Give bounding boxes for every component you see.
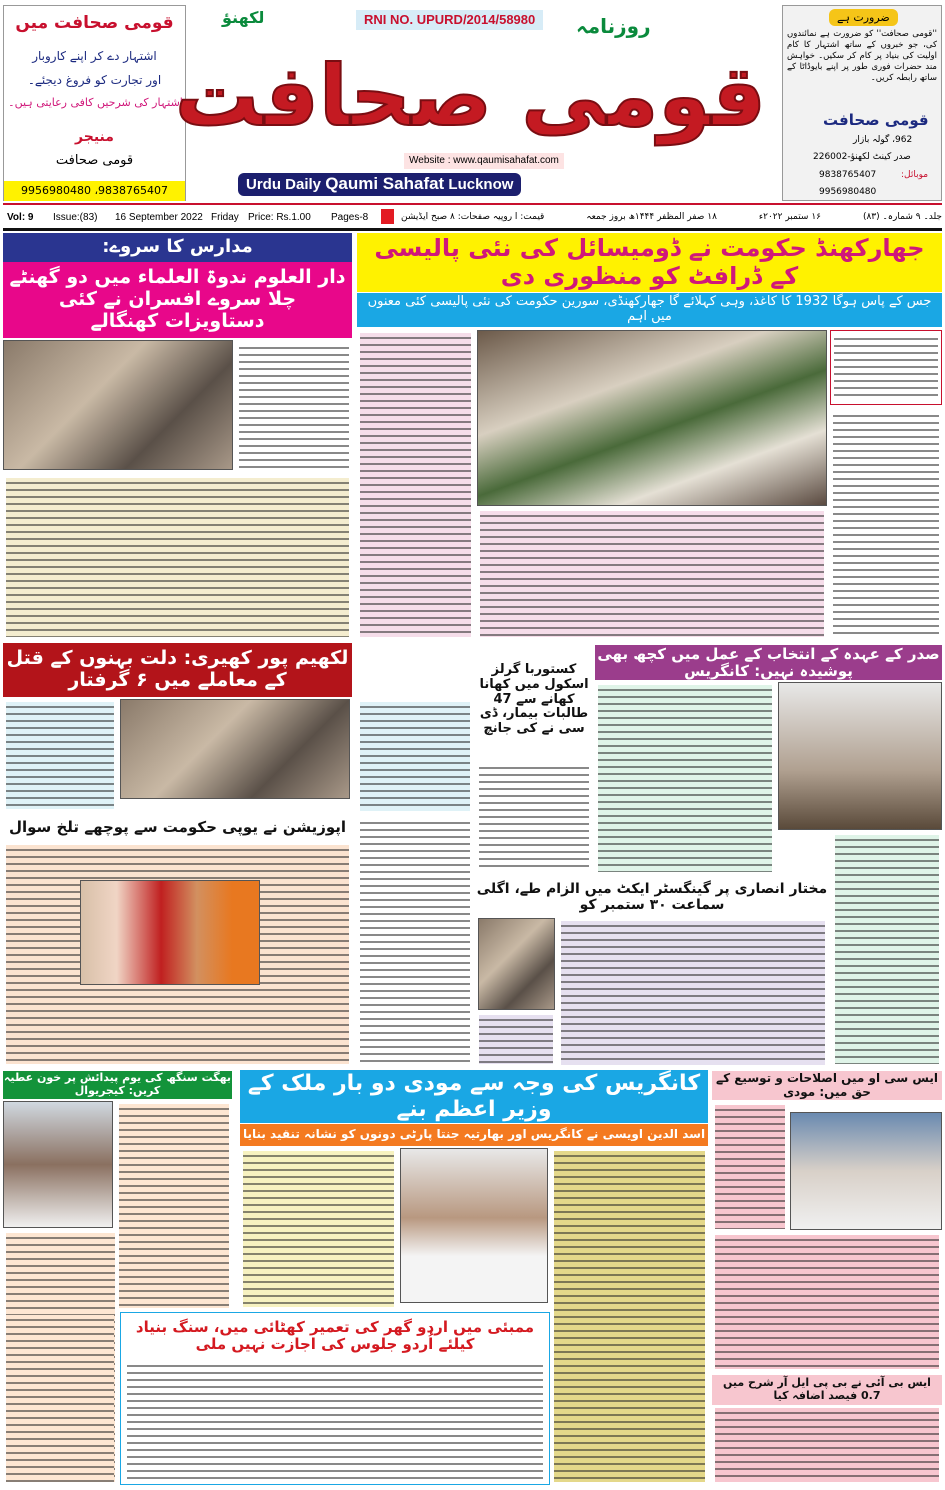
issue: Issue:(83) (53, 212, 98, 223)
urdu-volume: جلد۔ ۹ شمارہ۔ (۸۳) (862, 211, 942, 222)
right-ad-address1: 962، گولہ بازار (853, 135, 913, 145)
urdu-price: قیمت: ا روپیہ صفحات: ۸ صبح ایڈیشن (401, 211, 545, 222)
right-ad-phone2: 9956980480 (819, 187, 877, 197)
left-ad-manager: منیجر (75, 129, 114, 145)
english-title-name: Qaumi Sahafat (325, 174, 445, 193)
madaris-story-text-lower (3, 475, 352, 640)
price: Price: Rs.1.00 (248, 212, 311, 223)
rni-number: RNI NO. UPURD/2014/58980 (356, 10, 543, 30)
left-ad-line1: اشتہار دے کر اپنے کاروبار (32, 49, 157, 63)
kejriwal-text (116, 1101, 232, 1311)
owaisi-text-right (551, 1148, 708, 1485)
kejriwal-photo (3, 1101, 113, 1228)
kejriwal-headline: بھگت سنگھ کی یوم پیدائش پر خون عطیہ کریں: کیجریوال (3, 1071, 231, 1097)
left-ad-line3: اشتہار کی شرحیں کافی رعایتی ہیں۔ (8, 96, 183, 109)
mukhtar-text-lower (476, 1012, 556, 1067)
opposition-headline: اپوزیشن نے یوپی حکومت سے پوچھے تلخ سوال (3, 815, 352, 840)
jharkhand-story-text-left (357, 330, 474, 640)
madaris-headline: دار العلوم ندوۃ العلماء میں دو گھنٹے چلا سروے افسران نے کئی دستاویزات کھنگالے (3, 262, 352, 338)
jharkhand-subheadline: جس کے پاس ہوگا 1932 کا کاغذ، وہی کہلائے گا جھارکھنڈی، سورین حکومت کی نئی پالیسی کئی معنوں میں اہم (357, 293, 942, 327)
right-ad-box (782, 5, 942, 201)
right-ad-mobile-label: موبائل: (901, 170, 929, 180)
lakhimpur-text-left (3, 699, 117, 812)
jharkhand-headline: جھارکھنڈ حکومت نے ڈومیسائل کی نئی پالیسی کے ڈرافٹ کو منظوری دی (357, 233, 942, 292)
urdu-info-group (401, 206, 942, 228)
madaris-label: مدارس کا سروے: (3, 233, 352, 262)
city-label: لکھنؤ (222, 8, 265, 27)
english-title-prefix: Urdu Daily (246, 176, 322, 193)
owaisi-text-left (240, 1148, 397, 1310)
madaris-story-text (236, 340, 352, 475)
right-ad-badge: ضرورت ہے (829, 9, 898, 26)
roznama-label: روزنامہ (576, 14, 651, 38)
info-bar (3, 206, 942, 228)
right-ad-body: ''قومی صحافت'' کو ضرورت ہے نمائندوں کی، جو خبروں کے ساتھ اشتہار کا کام اولیت کی بنیاد پر کام کر سکیں۔ خواہش مند حضرات فوری طور پر اپنے بایوڈاٹا کے ساتھ رابطہ کریں۔ (787, 29, 937, 83)
mukhtar-photo (478, 918, 555, 1010)
modi-congress-headline: کانگریس کی وجہ سے مودی دو بار ملک کے وزیر اعظم بنے (240, 1070, 708, 1123)
modi-photo (790, 1112, 942, 1230)
opposition-leaders-photo (80, 880, 260, 985)
website-label: Website : www.qaumisahafat.com (404, 153, 564, 169)
sbi-headline: ایس بی آئی نے بی پی ایل آر شرح میں 0.7 فیصد اضافہ کیا (712, 1375, 942, 1405)
mukhtar-headline: مختار انصاری پر گینگسٹر ایکٹ میں الزام طے، اگلی سماعت ۳۰ ستمبر کو (476, 878, 828, 916)
jharkhand-story-text-middle (477, 508, 827, 640)
sco-text-lower (712, 1232, 942, 1372)
urdu-date: ۱۶ ستمبر ۲۰۲۲ء (758, 211, 822, 222)
pages: Pages-8 (331, 212, 369, 223)
masthead-logo: قومی صحافت (174, 47, 766, 145)
urdu-hijri: ۱۸ صفر المظفر ۱۴۴۴ھ بروز جمعہ (586, 211, 717, 222)
mumbai-text (124, 1358, 546, 1483)
left-ad-box (3, 5, 186, 201)
english-title-suffix: Lucknow (448, 176, 514, 193)
jharkhand-celebration-photo (477, 330, 827, 506)
left-ad-line2: اور تجارت کو فروغ دیجئے۔ (27, 73, 162, 87)
lakhimpur-headline: لکھیم پور کھیری: دلت بہنوں کے قتل کے معاملے میں ۶ گرفتار (3, 643, 352, 697)
jharkhand-quote-box (830, 330, 942, 405)
right-ad-paper: قومی صحافت (823, 111, 929, 129)
info-bar-rule (3, 228, 942, 231)
weekday: Friday (211, 212, 239, 223)
mukhtar-text (558, 918, 828, 1068)
masthead (174, 0, 780, 202)
quote-text (831, 331, 941, 404)
congress-president-headline: صدر کے عہدہ کے انتخاب کے عمل میں کچھ بھی پوشیدہ نہیں: کانگریس (595, 645, 942, 680)
left-ad-paper: قومی صحافت (55, 153, 134, 168)
lakhimpur-photo (120, 699, 350, 799)
sbi-text (712, 1405, 942, 1485)
sco-text (712, 1102, 788, 1232)
date: 16 September 2022 (115, 212, 203, 223)
header-divider (3, 203, 942, 205)
congress-text-right (832, 832, 942, 1067)
english-title (238, 173, 521, 196)
right-ad-address2: صدر کینٹ لکھنؤ-226002 (813, 152, 911, 162)
sco-modi-headline: ایس سی او میں اصلاحات و توسیع کے حق میں: مودی (712, 1071, 942, 1100)
left-ad-heading: قومی صحافت میں (15, 13, 174, 33)
lakhimpur-text-continued (357, 815, 473, 1065)
left-ad-phones: 9956980480 ،9838765407 (4, 181, 185, 201)
madaris-survey-photo (3, 340, 233, 470)
owaisi-photo (400, 1148, 548, 1303)
congress-text (595, 682, 775, 875)
lakhimpur-text-right (357, 699, 473, 814)
volume: Vol: 9 (7, 212, 34, 223)
owaisi-subheadline: اسد الدین اویسی نے کانگریس اور بھارتیہ جنتا پارٹی دونوں کو نشانہ تنقید بنایا (240, 1124, 708, 1146)
kasturba-text (476, 760, 592, 875)
left-column-text-bottom (3, 1312, 117, 1485)
congress-leader-photo (778, 682, 942, 830)
kasturba-headline: کستوربا گرلز اسکول میں کھانا کھانے سے 47 طالبات بیمار، ڈی سی نے کی جانچ (476, 645, 592, 755)
jharkhand-story-text-right (830, 408, 942, 640)
right-ad-phone1: 9838765407 (819, 170, 877, 180)
mumbai-headline: ممبئی میں اردو گھر کی تعمیر کھٹائی میں، سنگ بنیاد کیلئے اُردو جلوس کی اجازت نہیں ملی (135, 1317, 535, 1353)
red-square (381, 209, 394, 224)
